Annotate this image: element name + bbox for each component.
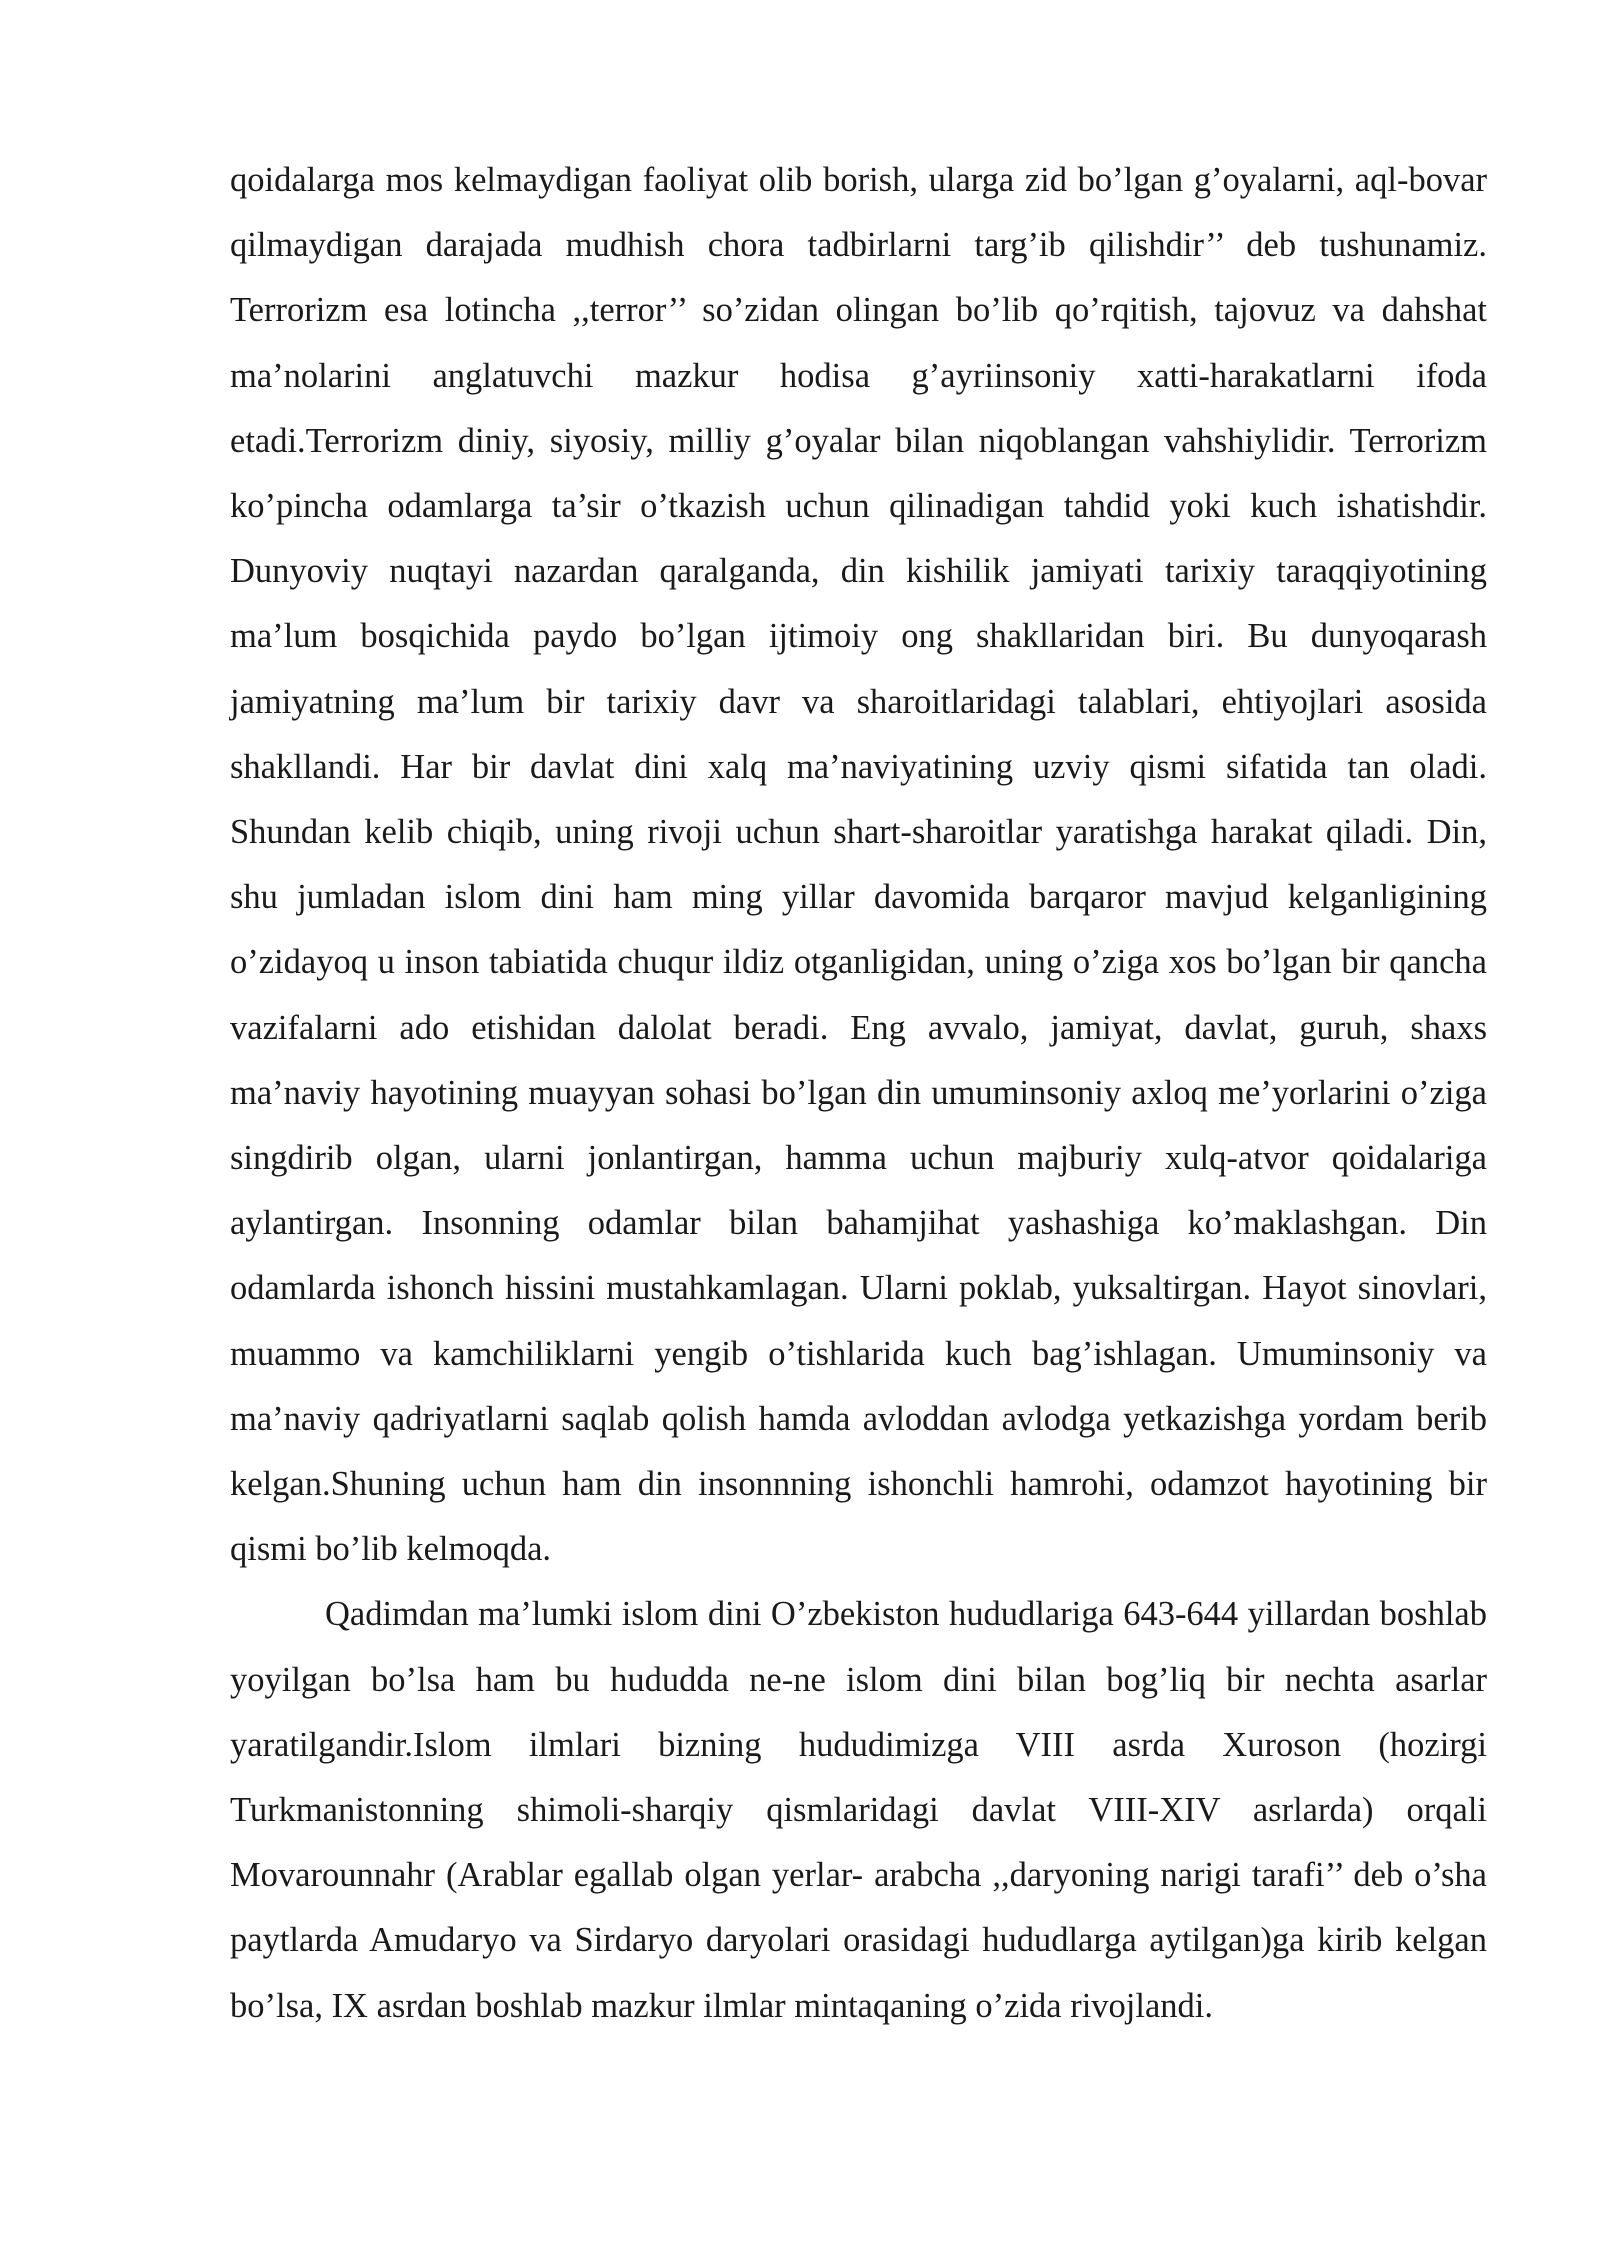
document-body <box>230 148 1487 2039</box>
paragraph-islam-history: Qadimdan ma’lumki islom dini O’zbekiston hududlariga 643-644 yillardan boshlab yoyilgan bo’lsa ham bu hududda ne-ne islom dini bilan bog’liq bir nechta asarlar yaratilgandir.Islom ilmlari bizning hududimizga VIII asrda Xuroson (hozirgi Turkmanistonning shimoli-sharqiy qismlaridagi davlat VIII-XIV asrlarda) orqali Movarounnahr (Arablar egallab olgan yerlar- arabcha ,,daryoning narigi tarafi’’ deb o’sha paytlarda Amudaryo va Sirdaryo daryolari orasidagi hududlarga aytilgan)ga kirib kelgan bo’lsa, IX asrdan boshlab mazkur ilmlar mintaqaning o’zida rivojlandi. <box>230 1595 1487 2025</box>
paragraph-terrorism-religion: qoidalarga mos kelmaydigan faoliyat olib borish, ularga zid bo’lgan g’oyalarni, aql-bovar qilmaydigan darajada mudhish chora tadbirlarni targ’ib qilishdir’’ deb tushunamiz. Terrorizm esa lotincha ,,terror’’ so’zidan olingan bo’lib qo’rqitish, tajovuz va dahshat ma’nolarini anglatuvchi mazkur hodisa g’ayriinsoniy xatti-harakatlarni ifoda etadi.Terrorizm diniy, siyosiy, milliy g’oyalar bilan niqoblangan vahshiylidir. Terrorizm ko’pincha odamlarga ta’sir o’tkazish uchun qilinadigan tahdid yoki kuch ishatishdir. Dunyoviy nuqtayi nazardan qaralganda, din kishilik jamiyati tarixiy taraqqiyotining ma’lum bosqichida paydo bo’lgan ijtimoiy ong shakllaridan biri. Bu dunyoqarash jamiyatning ma’lum bir tarixiy davr va sharoitlaridagi talablari, ehtiyojlari asosida shakllandi. Har bir davlat dini xalq ma’naviyatining uzviy qismi sifatida tan oladi. Shundan kelib chiqib, uning rivoji uchun shart-sharoitlar yaratishga harakat qiladi. Din, shu jumladan islom dini ham ming yillar davomida barqaror mavjud kelganligining o’zidayoq u inson tabiatida chuqur ildiz otganligidan, uning o’ziga xos bo’lgan bir qancha vazifalarni ado etishidan dalolat beradi. Eng avvalo, jamiyat, davlat, guruh, shaxs ma’naviy hayotining muayyan sohasi bo’lgan din umuminsoniy axloq me’yorlarini o’ziga singdirib olgan, ularni jonlantirgan, hamma uchun majburiy xulq-atvor qoidalariga aylantirgan. Insonning odamlar bilan bahamjihat yashashiga ko’maklashgan. Din odamlarda ishonch hissini mustahkamlagan. Ularni poklab, yuksaltirgan. Hayot sinovlari, muammo va kamchiliklarni yengib o’tishlarida kuch bag’ishlagan. Umuminsoniy va ma’naviy qadriyatlarni saqlab qolish hamda avloddan avlodga yetkazishga yordam berib kelgan.Shuning uchun ham din insonnning ishonchli hamrohi, odamzot hayotining bir qismi bo’lib kelmoqda. <box>230 161 1487 1569</box>
